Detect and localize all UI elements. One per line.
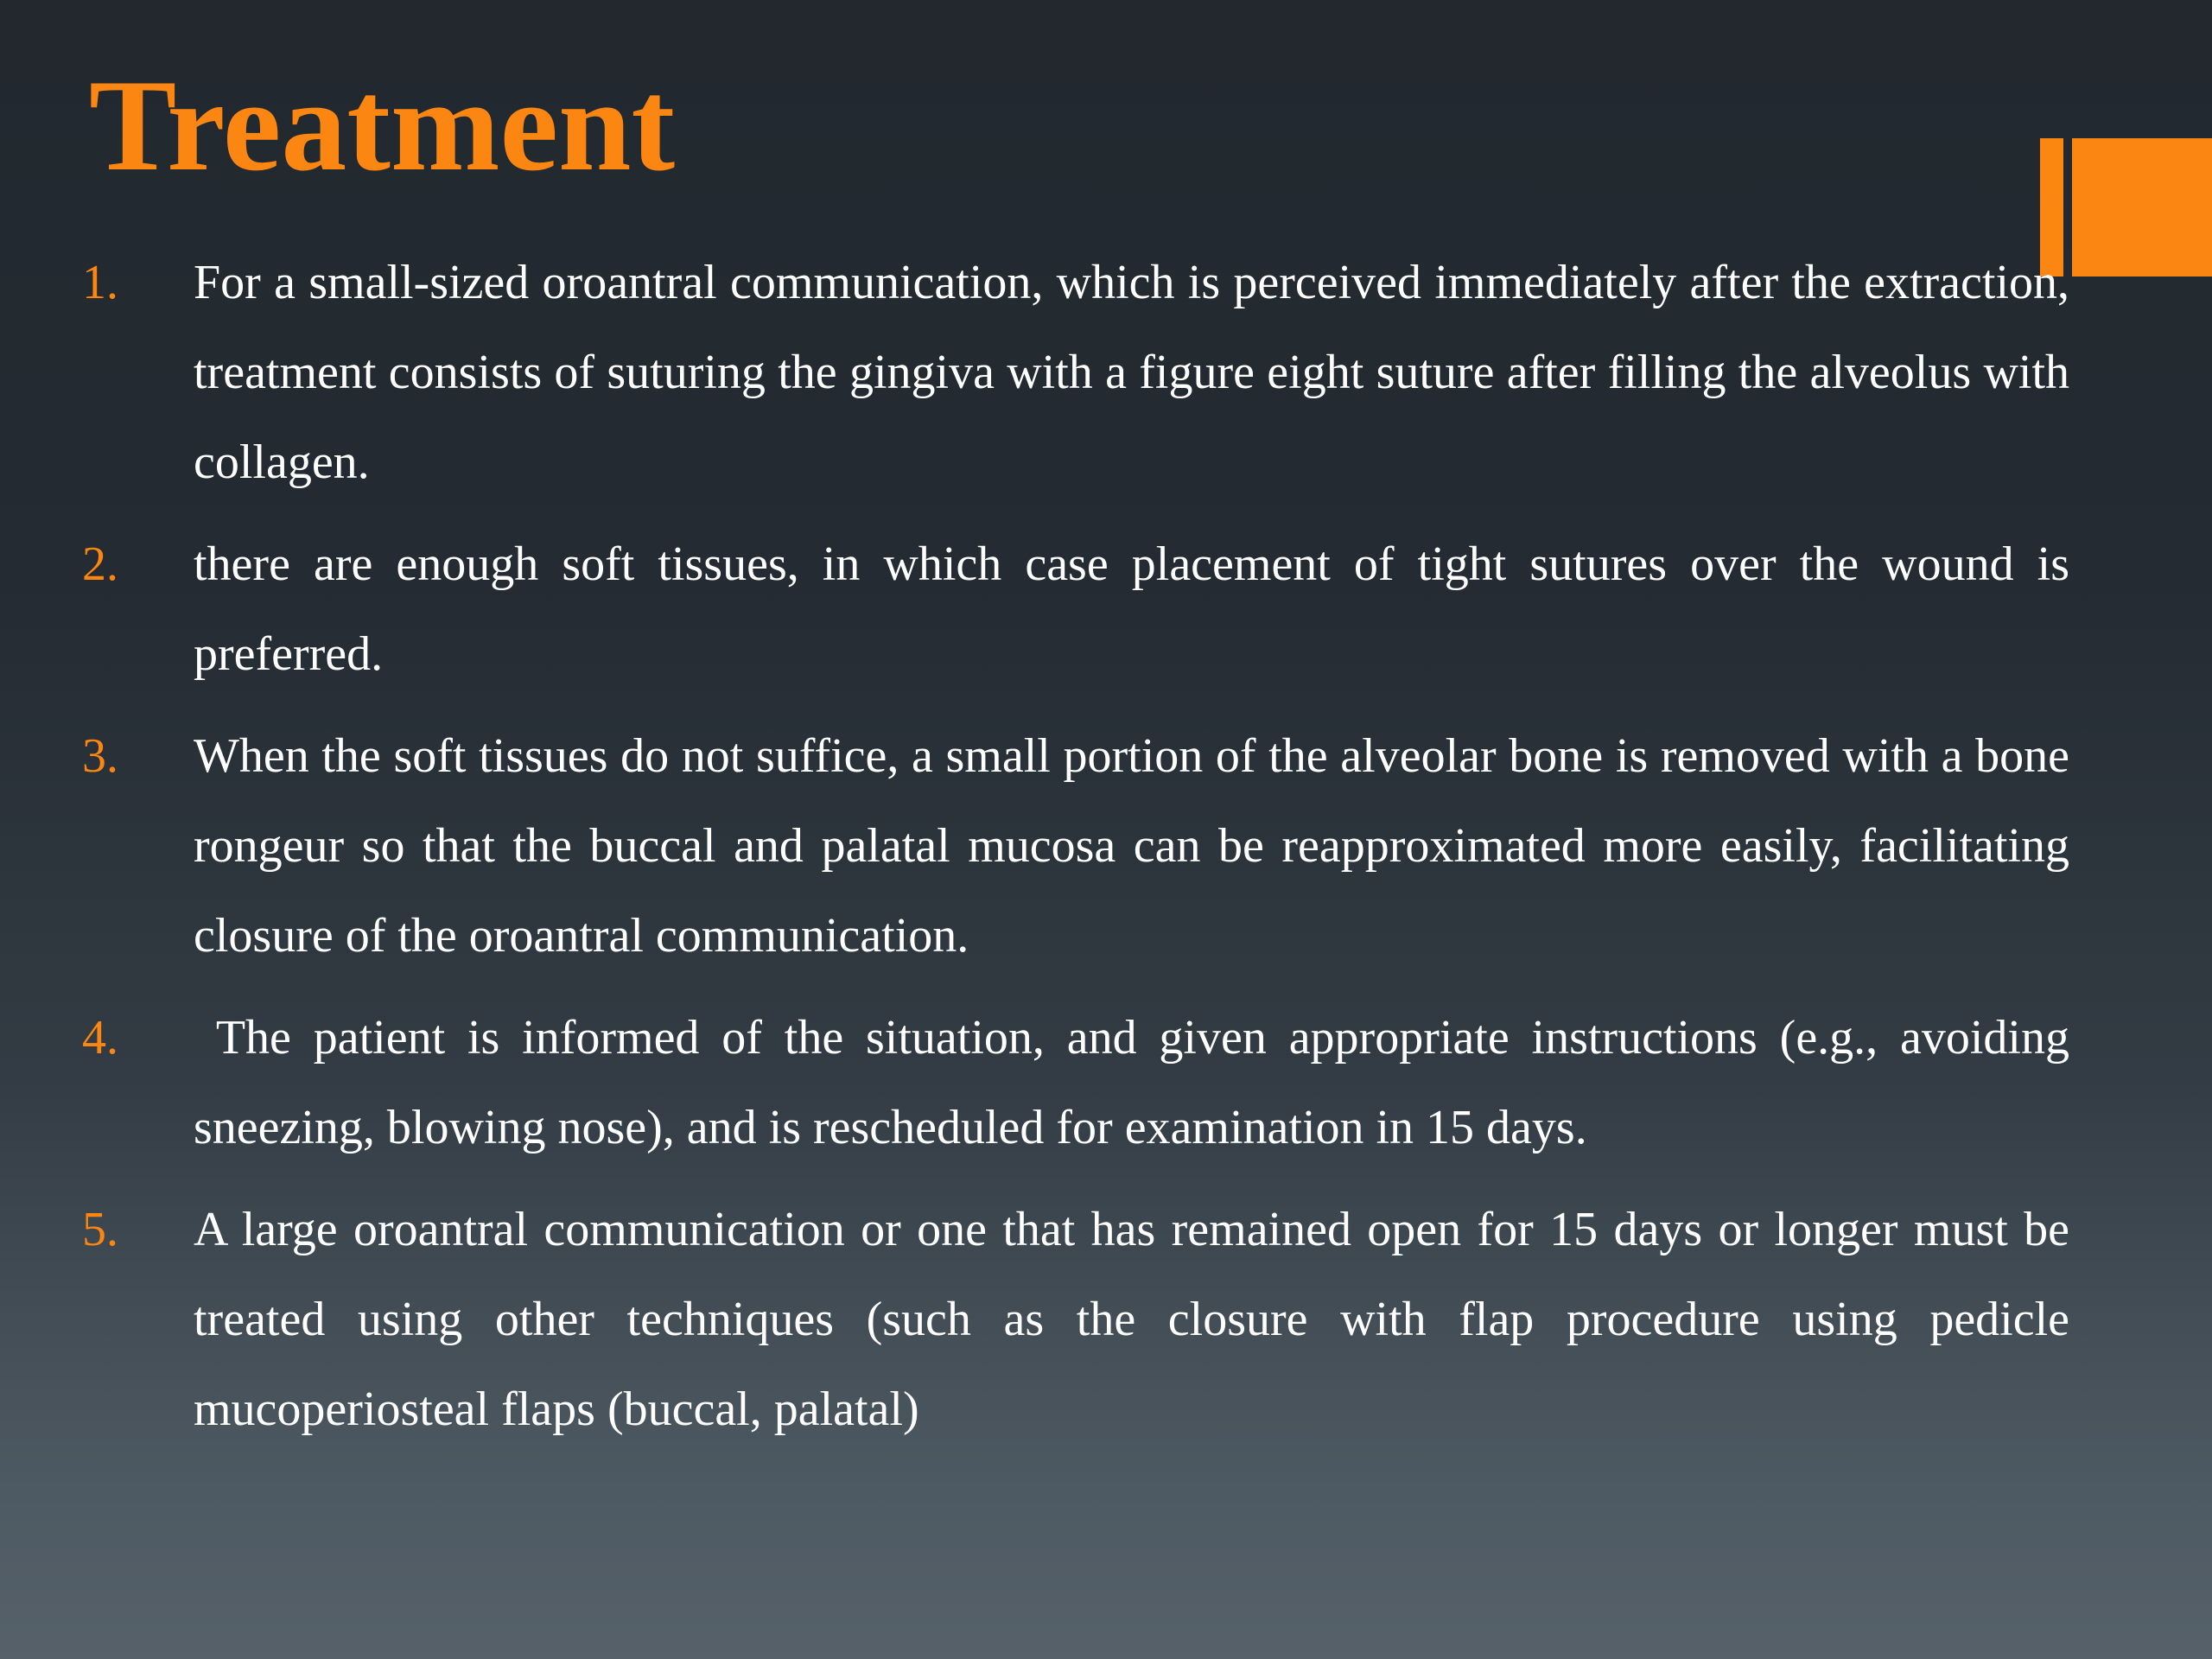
list-number: 3. (82, 729, 118, 783)
list-item-5 (82, 1185, 2069, 1454)
list-item-text: For a small-sized oroantral communication, which is perceived immediately after the extraction, treatment consists of suturing the gingiva with a figure eight suture after filling the alveolus with collagen. (194, 256, 2069, 489)
accent-bar-wide (2072, 138, 2212, 276)
list-item-text: there are enough soft tissues, in which case placement of tight sutures over the wound is preferred. (194, 537, 2069, 681)
list-item-text: A large oroantral communication or one that has remained open for 15 days or longer must be treated using other techniques (such as the closure with flap procedure using pedicle mucoperiosteal flaps (buccal, palatal) (194, 1203, 2069, 1436)
list-item-3 (82, 711, 2069, 981)
list-number: 2. (82, 537, 118, 591)
list-item-1 (82, 238, 2069, 507)
list-item-4 (82, 993, 2082, 1173)
list-number: 5. (82, 1203, 118, 1256)
list-number: 4. (82, 1011, 118, 1065)
list-number: 1. (82, 256, 118, 309)
list-item-text: The patient is informed of the situation, and given appropriate instructions (e.g., avoiding sneezing, blowing nose), and is rescheduled for examination in 15 days. (194, 1011, 2082, 1154)
list-item-text: When the soft tissues do not suffice, a small portion of the alveolar bone is removed with a bone rongeur so that the buccal and palatal mucosa can be reapproximated more easily, facilitating closure of the oroantral communication. (194, 729, 2069, 963)
list-item-2 (82, 519, 2069, 699)
slide-title: Treatment (89, 53, 676, 198)
treatment-list (82, 238, 2082, 1466)
